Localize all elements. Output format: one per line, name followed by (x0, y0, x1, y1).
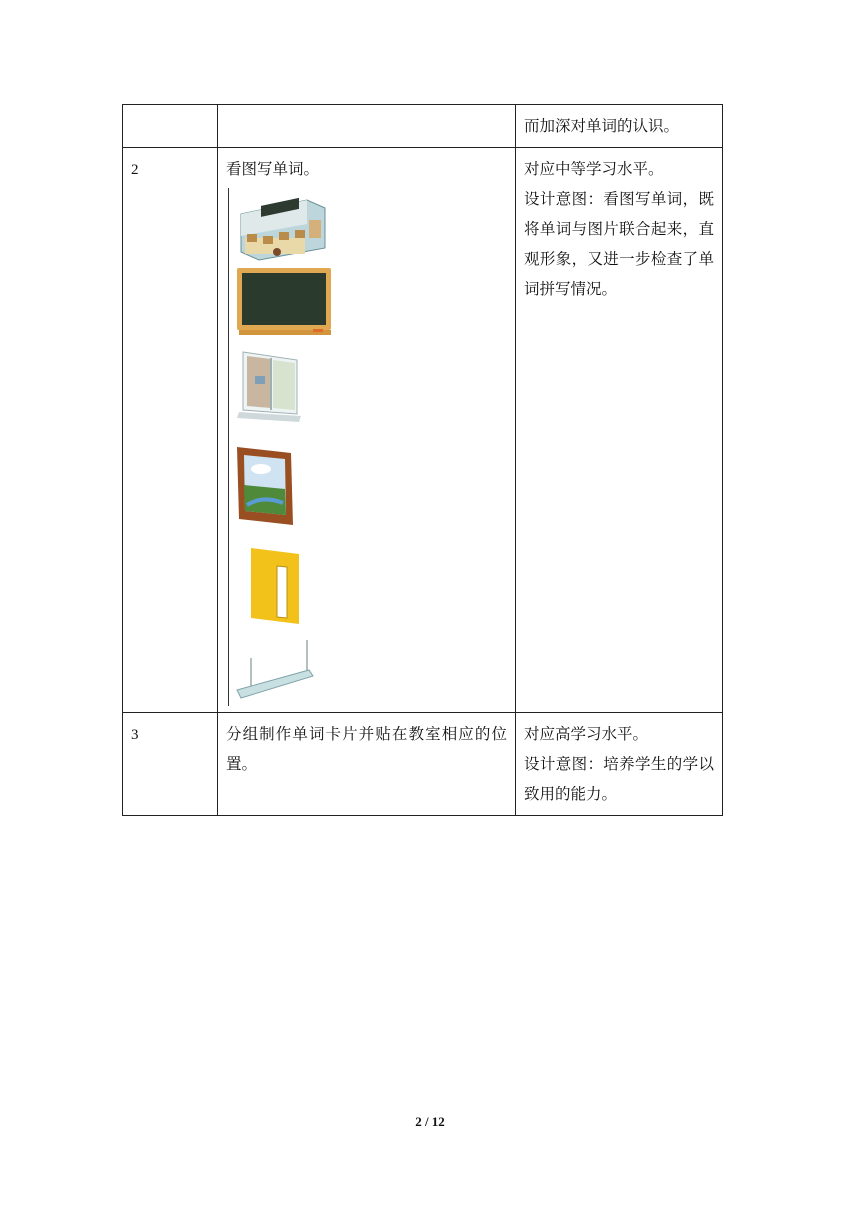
table-cell-note: 对应高学习水平。 设计意图：培养学生的学以致用的能力。 (516, 713, 723, 816)
picture-list (228, 188, 507, 706)
table-row (123, 105, 723, 148)
table-cell-task (218, 105, 516, 148)
picture-frame-image (233, 443, 297, 527)
table-row (123, 148, 723, 713)
task-text: 看图写单词。 (226, 160, 320, 178)
table-row (123, 713, 723, 816)
classroom-image (237, 194, 329, 262)
lesson-table (122, 104, 723, 816)
page-number: 2 / 12 (415, 1114, 445, 1129)
table-cell-number: 2 (123, 148, 218, 713)
table-cell-task (218, 148, 516, 713)
light-image (233, 638, 319, 702)
table-cell-note: 而加深对单词的认识。 (516, 105, 723, 148)
blackboard-image (235, 266, 333, 338)
table-cell-note: 对应中等学习水平。 设计意图：看图写单词，既将单词与图片联合起来，直观形象，又进一步检查了单词拼写情况。 (516, 148, 723, 713)
table-cell-number: 3 (123, 713, 218, 816)
table-cell-task: 分组制作单词卡片并贴在教室相应的位置。 (218, 713, 516, 816)
table-cell-number (123, 105, 218, 148)
window-image (235, 348, 303, 426)
door-image (247, 546, 305, 626)
